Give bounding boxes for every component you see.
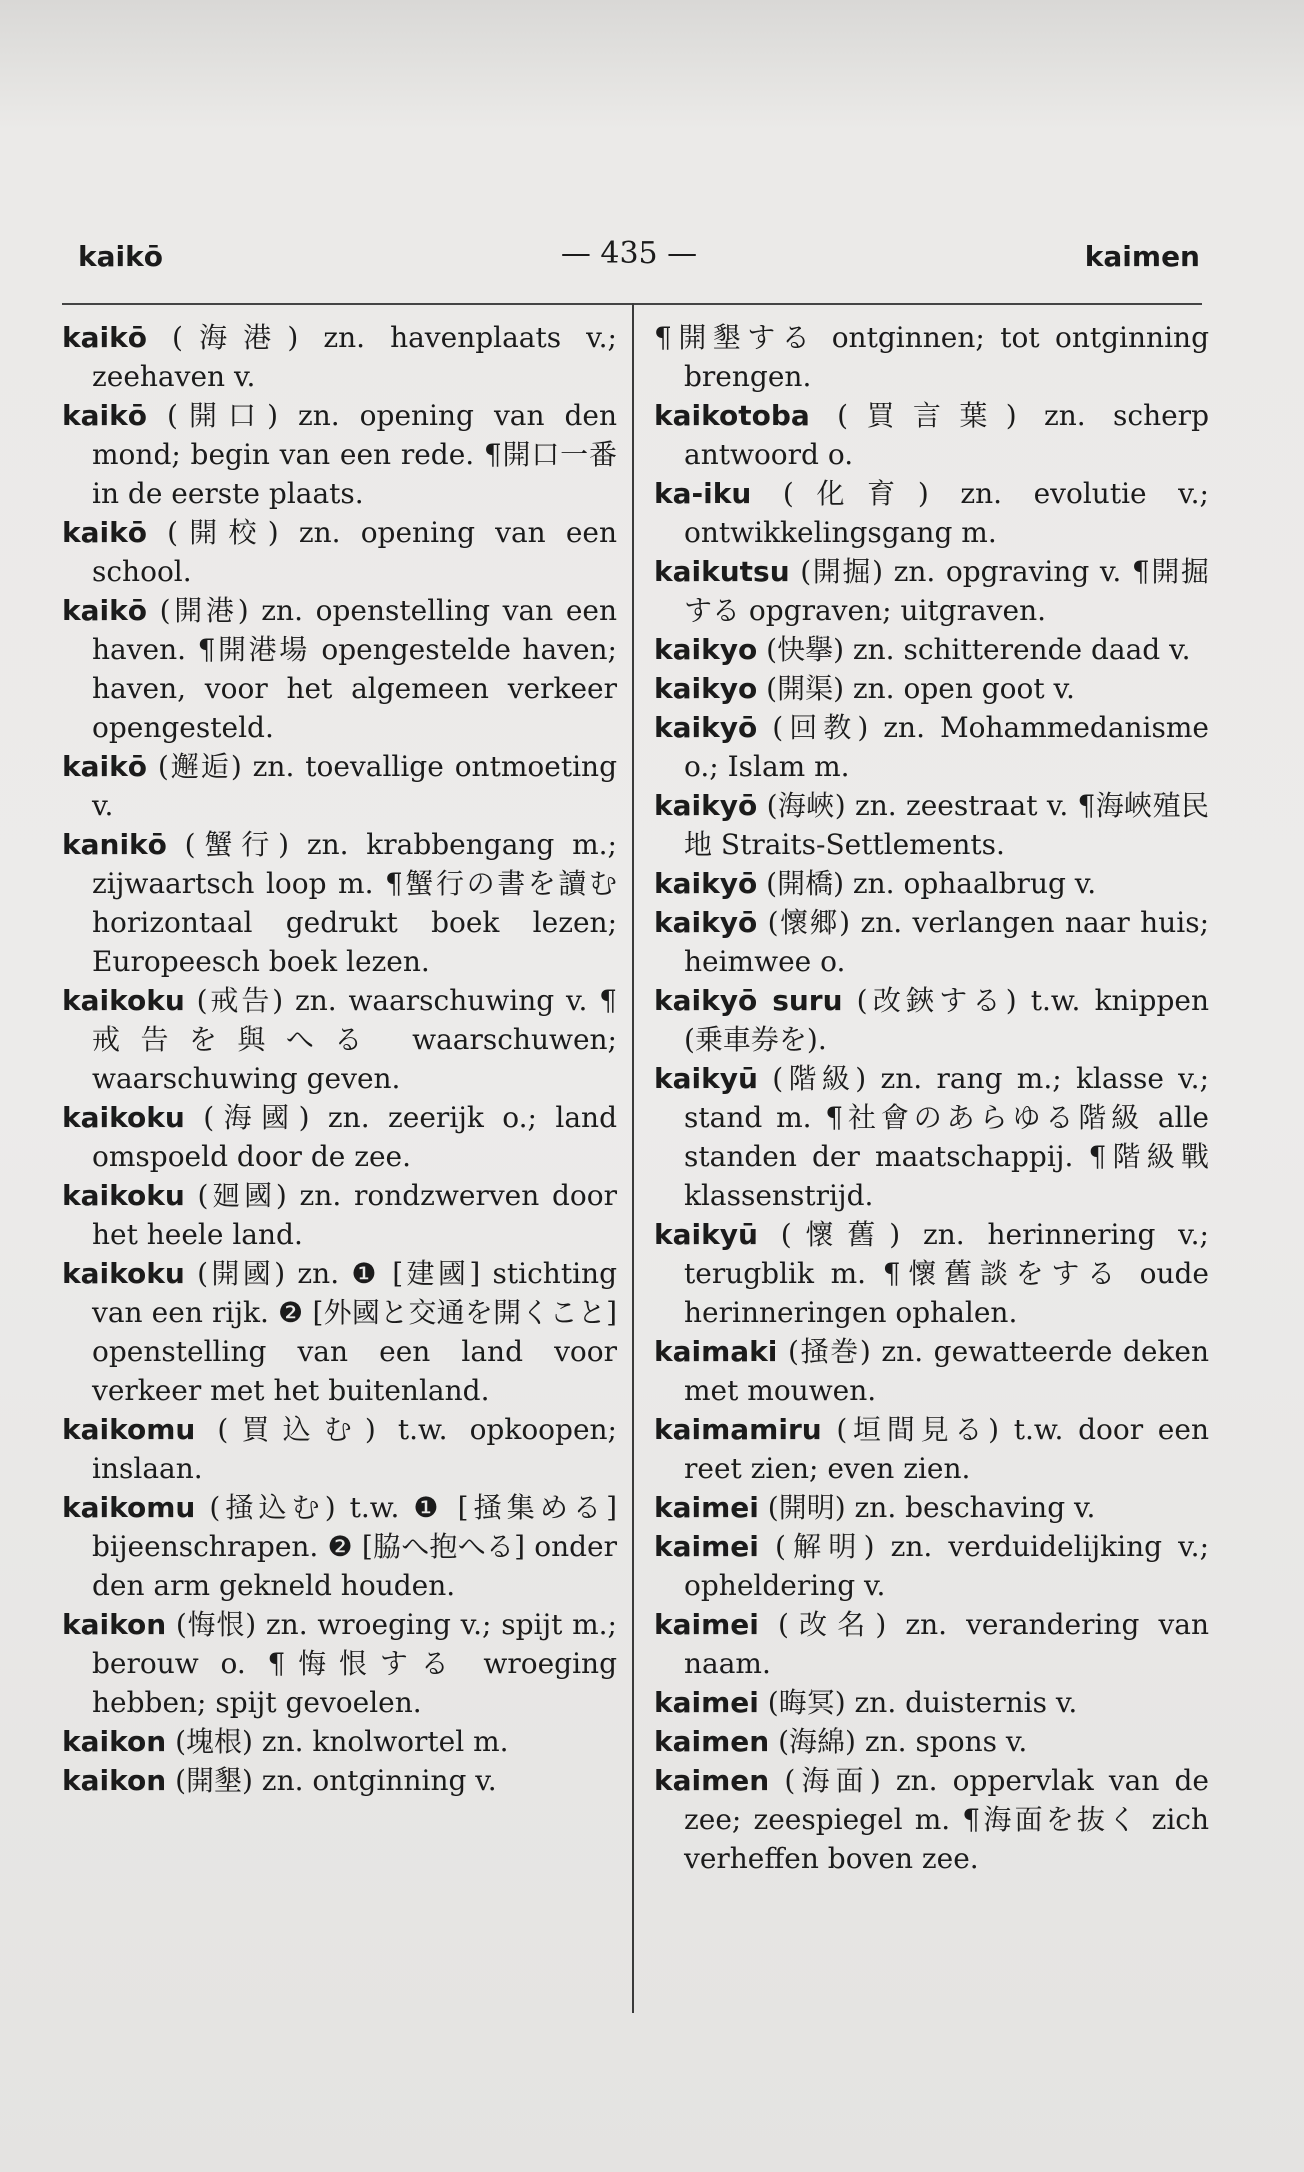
headword: kaikoku [62,1179,185,1212]
dictionary-entry [62,1605,617,1722]
entry-body: (化育) zn. evolutie v.; ontwikkelingsgang m. [684,477,1209,549]
dictionary-entry [654,669,1209,708]
headword: kaikomu [62,1413,196,1446]
dictionary-entry [62,1410,617,1488]
entry-body: (蟹行) zn. krabbengang m.; zijwaartsch loop m. ¶蟹行の書を讀む horizontaal gedrukt boek lezen; Europeesch boek lezen. [92,828,617,978]
headword: kaikyō [654,867,758,900]
headword: kaikyū [654,1218,758,1251]
entry-body: (廻國) zn. rondzwerven door het heele land. [92,1179,617,1251]
headword: kaimen [654,1725,770,1758]
dictionary-entry [654,1683,1209,1722]
dictionary-entry [654,981,1209,1059]
entry-body: (海國) zn. zeerijk o.; land omspoeld door de zee. [92,1101,617,1173]
dictionary-entry [654,630,1209,669]
headword: kaikyō [654,789,758,822]
headword: kanikō [62,828,167,861]
entry-body: (掻込む) t.w. ❶ [掻集める] bijeenschrapen. ❷ [脇へ抱へる] onder den arm gekneld houden. [92,1491,617,1602]
entry-body: (階級) zn. rang m.; klasse v.; stand m. ¶社會のあらゆる階級 alle standen der maatschappij. ¶階級戰 klassenstrijd. [684,1062,1209,1212]
dictionary-entry [654,1605,1209,1683]
entry-body: (買言葉) zn. scherp antwoord o. [684,399,1209,471]
entry-body: (開掘) zn. opgraving v. ¶開掘する opgraven; uitgraven. [684,555,1209,627]
headword: kaimei [654,1686,759,1719]
entry-body: (塊根) zn. knolwortel m. [175,1725,509,1758]
dictionary-entry [654,708,1209,786]
dictionary-entry [654,552,1209,630]
entry-body: (晦冥) zn. duisternis v. [767,1686,1078,1719]
header-right-guideword: kaimen [1084,240,1200,273]
headword: kaikotoba [654,399,810,432]
headword: kaikyō [654,711,758,744]
dictionary-entry [62,825,617,981]
dictionary-entry [654,786,1209,864]
dictionary-entry [62,1761,617,1800]
dictionary-entry [62,591,617,747]
headword: kaikyo [654,633,758,666]
headword: kaikyo [654,672,758,705]
entry-body: (改鋏する) t.w. knippen (乗車券を). [684,984,1209,1056]
headword: kaikon [62,1725,167,1758]
dictionary-entry [654,1488,1209,1527]
headword: kaikon [62,1764,167,1797]
dictionary-entry [62,747,617,825]
entry-body: (邂逅) zn. toevallige ontmoeting v. [92,750,617,822]
headword: kaimamiru [654,1413,822,1446]
headword: kaikon [62,1608,167,1641]
entry-body: (開國) zn. ❶ [建國] stichting van een rijk. ❷ [外國と交通を開くこと] openstelling van een land voor verkeer met het buitenland. [92,1257,618,1407]
page-header [58,232,1200,280]
dictionary-entry [62,318,617,396]
dictionary-entry [654,903,1209,981]
dictionary-entry [654,474,1209,552]
headword: kaikoku [62,984,185,1017]
headword: kaikoku [62,1257,185,1290]
entry-body: (悔恨) zn. wroeging v.; spijt m.; berouw o. ¶悔恨する wroeging hebben; spijt gevoelen. [92,1608,617,1719]
dictionary-entry [62,1488,617,1605]
entry-body: (懷舊) zn. herinnering v.; terugblik m. ¶懷舊談をする oude herinneringen ophalen. [684,1218,1209,1329]
entry-body: (海峽) zn. zeestraat v. ¶海峽殖民地 Straits-Settlements. [684,789,1210,861]
left-column [62,318,617,1800]
entry-body: (開墾) zn. ontginning v. [175,1764,497,1797]
dictionary-entry [62,1098,617,1176]
column-divider [632,303,634,2013]
entry-body: (開橋) zn. ophaalbrug v. [766,867,1097,900]
headword: kaimei [654,1491,759,1524]
entry-body: (開明) zn. beschaving v. [767,1491,1096,1524]
headword: kaikutsu [654,555,790,588]
headword: ka-iku [654,477,752,510]
dictionary-entry [654,1527,1209,1605]
entry-body: (回教) zn. Mohammedanisme o.; Islam m. [684,711,1209,783]
dictionary-entry [62,981,617,1098]
entry-body: (懷郷) zn. verlangen naar huis; heimwee o. [684,906,1209,978]
dictionary-entry [654,1215,1209,1332]
dictionary-entry [62,1254,617,1410]
headword: kaikō [62,594,147,627]
headword: kaikō [62,750,147,783]
entry-body: (海港) zn. havenplaats v.; zeehaven v. [92,321,617,393]
dictionary-entry [62,513,617,591]
headword: kaimei [654,1530,759,1563]
entry-body: (海綿) zn. spons v. [778,1725,1028,1758]
headword: kaimei [654,1608,759,1641]
entry-body: (垣間見る) t.w. door een reet zien; even zien. [684,1413,1209,1485]
headword: kaikoku [62,1101,185,1134]
dictionary-entry [62,1176,617,1254]
entry-body: (開港) zn. openstelling van een haven. ¶開港場 opengestelde haven; haven, voor het algemeen verkeer opengesteld. [92,594,617,744]
entry-body: (快擧) zn. schitterende daad v. [766,633,1191,666]
dictionary-entry [654,1410,1209,1488]
entry-body: (開渠) zn. open goot v. [766,672,1075,705]
entry-body: (解明) zn. verduidelijking v.; opheldering v. [684,1530,1210,1602]
entry-body: (改名) zn. verandering van naam. [684,1608,1209,1680]
right-column [654,318,1209,1878]
headword: kaikō [62,516,147,549]
dictionary-entry [62,1722,617,1761]
page-number: — 435 — [560,236,698,271]
dictionary-entry [654,396,1209,474]
header-left-guideword: kaikō [78,240,163,273]
headword: kaimen [654,1764,770,1797]
headword: kaikyō suru [654,984,843,1017]
entry-body: (戒告) zn. waarschuwing v. ¶戒告を與へる waarschuwen; waarschuwing geven. [92,984,617,1095]
entry-body: (掻巻) zn. gewatteerde deken met mouwen. [684,1335,1209,1407]
entry-body: (海面) zn. oppervlak van de zee; zeespiegel m. ¶海面を抜く zich verheffen boven zee. [684,1764,1209,1875]
dictionary-entry [654,318,1209,396]
entry-body: (開口) zn. opening van den mond; begin van een rede. ¶開口一番 in de eerste plaats. [92,399,617,510]
headword: kaikyō [654,906,758,939]
headword: kaikō [62,321,147,354]
entry-body: ¶開墾する ontginnen; tot ontginning brengen. [654,321,1209,393]
dictionary-entry [654,1761,1209,1878]
headword: kaikō [62,399,147,432]
entry-body: (開校) zn. opening van een school. [92,516,618,588]
dictionary-entry [654,1332,1209,1410]
dictionary-entry [654,1722,1209,1761]
dictionary-entry [62,396,617,513]
headword: kaikomu [62,1491,196,1524]
headword: kaimaki [654,1335,778,1368]
dictionary-entry [654,1059,1209,1215]
dictionary-entry [654,864,1209,903]
headword: kaikyū [654,1062,758,1095]
entry-body: (買込む) t.w. opkoopen; inslaan. [92,1413,617,1485]
